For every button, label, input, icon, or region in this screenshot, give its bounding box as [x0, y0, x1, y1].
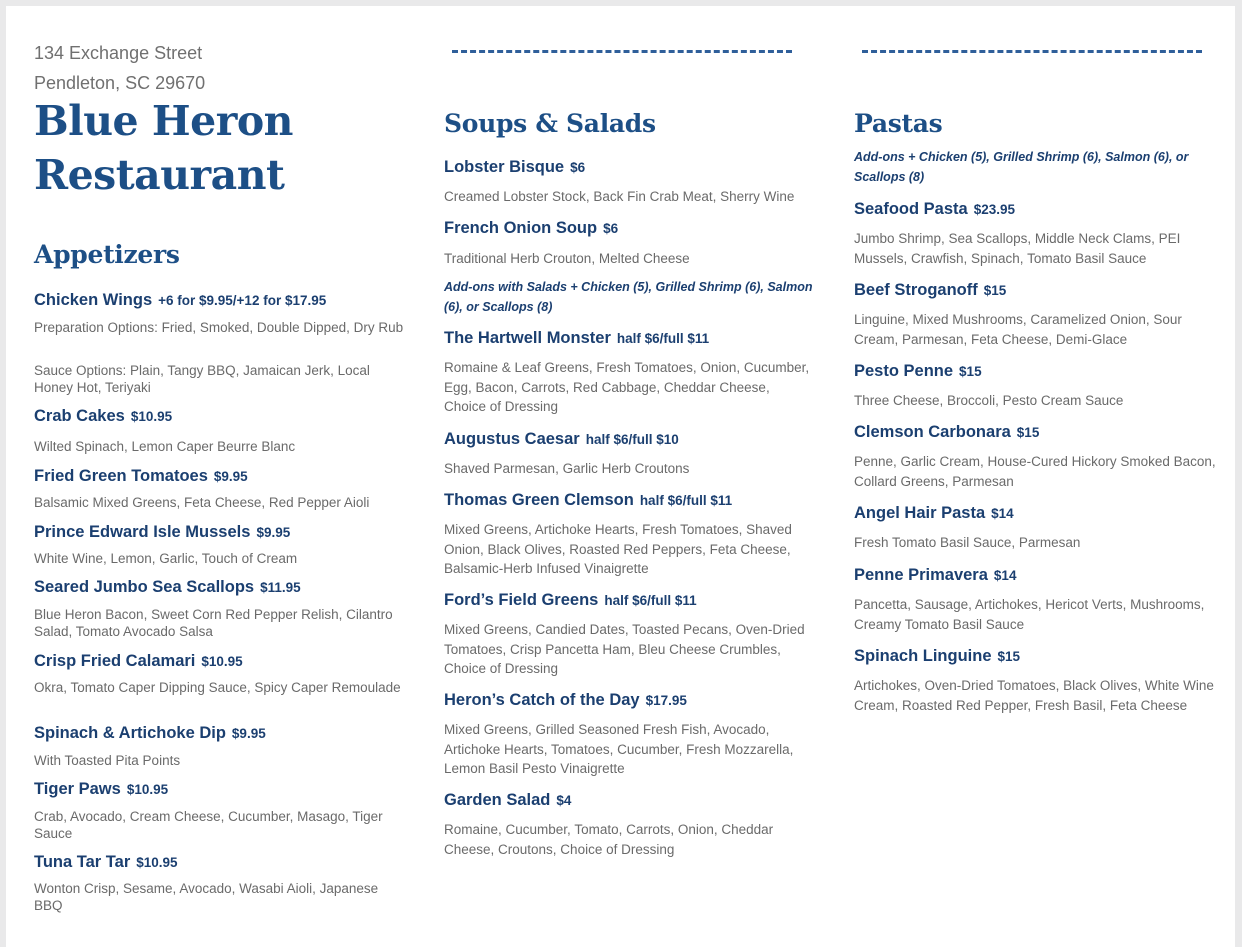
- item-description: Linguine, Mixed Mushrooms, Caramelized Onion, Sour Cream, Parmesan, Feta Cheese, Demi-Glace: [854, 312, 1182, 347]
- item-description: Shaved Parmesan, Garlic Herb Croutons: [444, 461, 690, 476]
- title-line-1: Blue Heron: [34, 97, 293, 145]
- menu-item: [854, 565, 1219, 585]
- item-description: Okra, Tomato Caper Dipping Sauce, Spicy Caper Remoulade: [34, 680, 401, 695]
- item-price: $4: [556, 793, 572, 808]
- item-name: Garden Salad: [444, 791, 551, 809]
- menu-item: [854, 280, 1219, 300]
- menu-item: [34, 466, 404, 486]
- item-name: Ford’s Field Greens: [444, 591, 599, 609]
- item-description: Pancetta, Sausage, Artichokes, Hericot Verts, Mushrooms, Creamy Tomato Basil Sauce: [854, 597, 1205, 632]
- item-description: Blue Heron Bacon, Sweet Corn Red Pepper Relish, Cilantro Salad, Tomato Avocado Salsa: [34, 607, 393, 639]
- item-description: Romaine, Cucumber, Tomato, Carrots, Onion, Cheddar Cheese, Croutons, Choice of Dressing: [444, 822, 774, 857]
- item-price: $10.95: [201, 654, 243, 669]
- item-description: Fresh Tomato Basil Sauce, Parmesan: [854, 535, 1081, 550]
- menu-item: [444, 429, 814, 449]
- menu-item: [444, 590, 814, 610]
- item-name: Thomas Green Clemson: [444, 491, 634, 509]
- item-name: Seared Jumbo Sea Scallops: [34, 578, 255, 596]
- item-description: With Toasted Pita Points: [34, 753, 181, 768]
- item-description: Wilted Spinach, Lemon Caper Beurre Blanc: [34, 439, 296, 454]
- section-heading-pastas: Pastas: [854, 109, 943, 138]
- item-price: $6: [603, 221, 619, 236]
- menu-page: [6, 6, 1235, 947]
- item-price: +6 for $9.95/+12 for $17.95: [158, 293, 327, 308]
- item-price: $15: [997, 649, 1021, 664]
- menu-item: [444, 328, 814, 348]
- item-price: $15: [959, 364, 982, 379]
- item-price: $9.95: [213, 469, 248, 484]
- menu-item: [854, 422, 1219, 442]
- menu-item: [854, 199, 1219, 219]
- menu-item: [34, 852, 404, 872]
- menu-item: [34, 723, 404, 743]
- item-price: $15: [983, 283, 1007, 298]
- item-name: Crisp Fried Calamari: [34, 652, 196, 670]
- item-price: $14: [993, 568, 1017, 583]
- item-description: Mixed Greens, Grilled Seasoned Fresh Fish, Avocado, Artichoke Hearts, Tomatoes, Cucumber, Fresh Mozzarella, Lemon Basil Pesto Vinaigrette: [444, 722, 794, 776]
- item-name: Beef Stroganoff: [854, 281, 978, 299]
- item-name: Pesto Penne: [854, 362, 954, 380]
- add-ons-note: Add-ons with Salads + Chicken (5), Grilled Shrimp (6), Salmon (6), or Scallops (8): [444, 280, 813, 314]
- menu-item: [34, 779, 404, 799]
- item-price: half $6/full $11: [639, 493, 733, 508]
- item-description: Penne, Garlic Cream, House-Cured Hickory Smoked Bacon, Collard Greens, Parmesan: [854, 454, 1216, 489]
- item-price: $23.95: [973, 202, 1016, 217]
- item-price: half $6/full $11: [616, 331, 710, 346]
- item-name: Spinach Linguine: [854, 647, 992, 665]
- section-heading-soups-salads: Soups & Salads: [444, 109, 656, 138]
- item-description: Wonton Crisp, Sesame, Avocado, Wasabi Aioli, Japanese BBQ: [34, 881, 379, 913]
- section-heading-appetizers: Appetizers: [34, 240, 180, 269]
- address-line-1: 134 Exchange Street: [34, 43, 203, 63]
- item-description: Traditional Herb Crouton, Melted Cheese: [444, 251, 690, 266]
- item-name: Tiger Paws: [34, 780, 121, 798]
- menu-item: [854, 361, 1219, 381]
- item-description: Sauce Options: Plain, Tangy BBQ, Jamaican Jerk, Local Honey Hot, Teriyaki: [34, 363, 370, 395]
- item-price: $15: [1016, 425, 1040, 440]
- item-description: Romaine & Leaf Greens, Fresh Tomatoes, Onion, Cucumber, Egg, Bacon, Carrots, Red Cabbage, Cheddar Cheese, Choice of Dressing: [444, 360, 810, 414]
- item-name: Tuna Tar Tar: [34, 853, 131, 871]
- item-name: Angel Hair Pasta: [854, 504, 986, 522]
- item-description: Three Cheese, Broccoli, Pesto Cream Sauce: [854, 393, 1124, 408]
- item-description: Preparation Options: Fried, Smoked, Double Dipped, Dry Rub: [34, 320, 404, 335]
- item-description: Mixed Greens, Candied Dates, Toasted Pecans, Oven-Dried Tomatoes, Crisp Pancetta Ham, Bleu Cheese Crumbles, Choice of Dressing: [444, 622, 805, 676]
- item-price: $9.95: [231, 726, 266, 741]
- item-name: Augustus Caesar: [444, 430, 580, 448]
- dashed-divider: [862, 50, 1202, 53]
- menu-item: [34, 406, 404, 426]
- item-name: Clemson Carbonara: [854, 423, 1011, 441]
- item-price: $14: [991, 506, 1014, 521]
- item-name: Lobster Bisque: [444, 158, 565, 176]
- item-price: $17.95: [645, 693, 687, 708]
- menu-item: [444, 157, 814, 177]
- item-name: Prince Edward Isle Mussels: [34, 523, 251, 541]
- item-description: Mixed Greens, Artichoke Hearts, Fresh Tomatoes, Shaved Onion, Black Olives, Roasted Red Peppers, Feta Cheese, Balsamic-Herb Infused Vinaigrette: [444, 522, 792, 576]
- item-price: $6: [570, 160, 586, 175]
- item-price: half $6/full $10: [585, 432, 679, 447]
- address-line-2: Pendleton, SC 29670: [34, 73, 206, 93]
- item-price: $10.95: [136, 855, 178, 870]
- menu-item: [854, 646, 1219, 666]
- item-name: Penne Primavera: [854, 566, 988, 584]
- title-line-2: Restaurant: [34, 151, 285, 199]
- menu-item: [444, 218, 814, 238]
- menu-item: [34, 577, 404, 597]
- item-price: $11.95: [260, 580, 301, 595]
- restaurant-title: [34, 94, 293, 202]
- menu-item: [854, 503, 1219, 523]
- item-name: Crab Cakes: [34, 407, 125, 425]
- menu-item: [34, 522, 404, 542]
- menu-item: [34, 651, 404, 671]
- item-price: $10.95: [126, 782, 169, 797]
- item-name: French Onion Soup: [444, 219, 598, 237]
- item-description: Artichokes, Oven-Dried Tomatoes, Black Olives, White Wine Cream, Roasted Red Pepper, Fresh Basil, Feta Cheese: [854, 678, 1214, 713]
- item-name: Seafood Pasta: [854, 200, 968, 218]
- item-description: Jumbo Shrimp, Sea Scallops, Middle Neck Clams, PEI Mussels, Crawfish, Spinach, Tomato Basil Sauce: [854, 231, 1181, 266]
- item-description: White Wine, Lemon, Garlic, Touch of Cream: [34, 551, 298, 566]
- item-name: Spinach & Artichoke Dip: [34, 724, 226, 742]
- menu-item: [34, 290, 404, 310]
- dashed-divider: [452, 50, 792, 53]
- add-ons-note: Add-ons + Chicken (5), Grilled Shrimp (6), Salmon (6), or Scallops (8): [854, 150, 1189, 184]
- item-price: half $6/full $11: [604, 593, 697, 608]
- item-description: Creamed Lobster Stock, Back Fin Crab Meat, Sherry Wine: [444, 189, 795, 204]
- item-description: Crab, Avocado, Cream Cheese, Cucumber, Masago, Tiger Sauce: [34, 809, 383, 841]
- item-name: Chicken Wings: [34, 291, 153, 309]
- menu-item: [444, 790, 814, 810]
- item-name: The Hartwell Monster: [444, 329, 611, 347]
- item-price: $10.95: [130, 409, 173, 424]
- item-name: Heron’s Catch of the Day: [444, 691, 640, 709]
- item-description: Balsamic Mixed Greens, Feta Cheese, Red Pepper Aioli: [34, 495, 370, 510]
- menu-item: [444, 490, 814, 510]
- item-name: Fried Green Tomatoes: [34, 467, 208, 485]
- menu-item: [444, 690, 814, 710]
- item-price: $9.95: [256, 525, 291, 540]
